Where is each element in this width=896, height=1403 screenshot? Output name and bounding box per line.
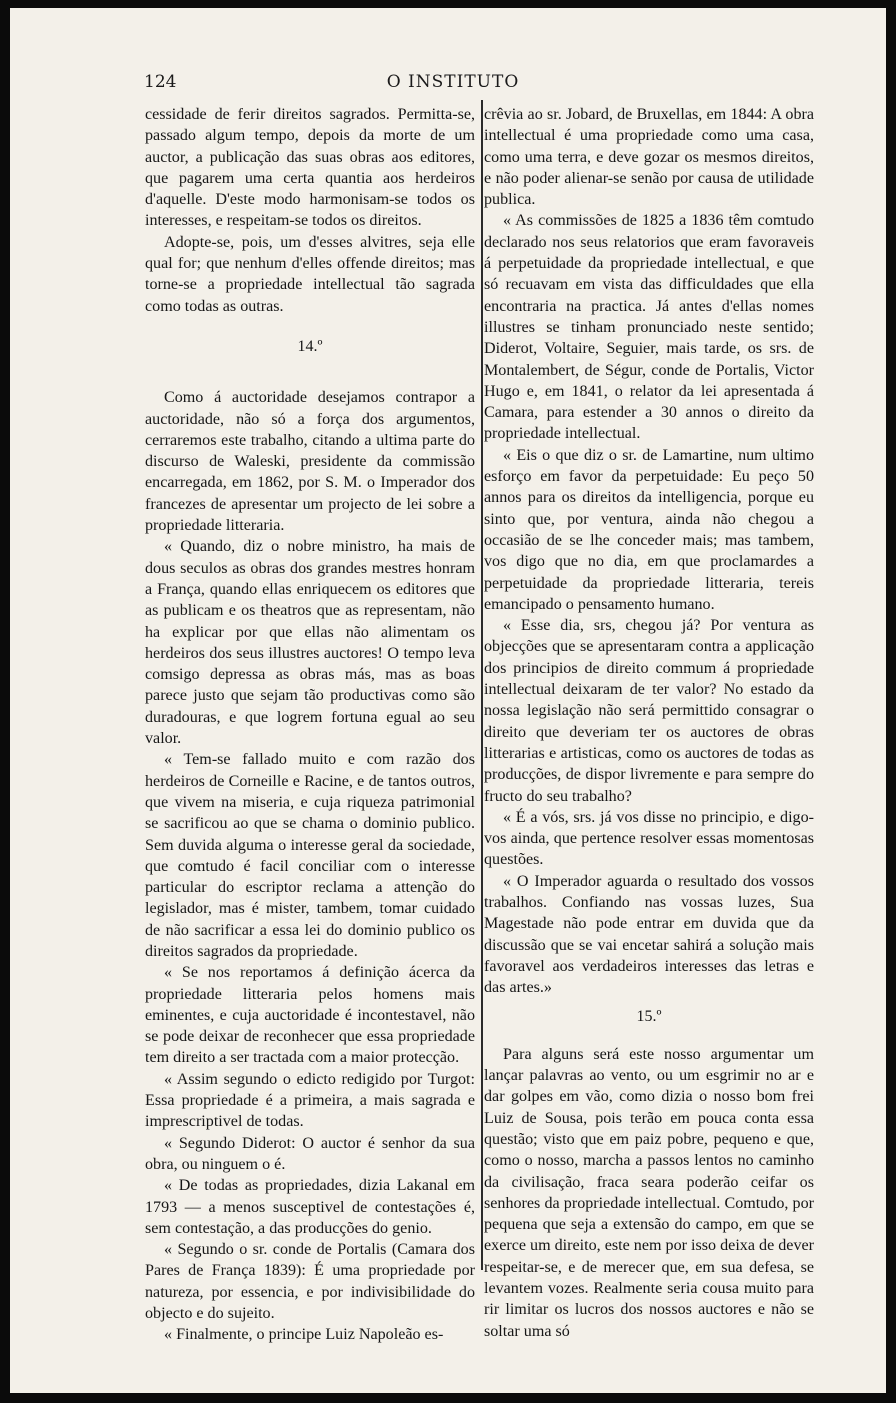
section-heading-15: 15.º [636, 1008, 662, 1026]
quote-paragraph: « Eis o que diz o sr. de Lamartine, num ultimo esforço em favor da perpetuidade: Eu peço 50 annos para os direitos da intelligencia, porque eu sinto que, por ventura, ainda não chegou a occasião de se lhe conceder mais; mas tambem, vos digo que no dia, em que proclamardes a perpetuidade da propriedade litteraria, tereis emancipado o pensamento humano. [484, 446, 814, 613]
running-header [10, 72, 886, 98]
scanned-page [10, 8, 886, 1393]
quote-paragraph: « Finalmente, o principe Luiz Napoleão es- [164, 1326, 444, 1344]
quote-paragraph: « É a vós, srs. já vos disse no principio, e digo-vos ainda, que pertence resolver essas momentosas questões. [484, 808, 814, 869]
paragraph: cessidade de ferir direitos sagrados. Permitta-se, passado algum tempo, depois da morte de um auctor, a publicação das suas obras aos editores, que pagarem uma certa quantia aos herdeiros d'aquelle. D'este modo harmonisam-se todos os interesses, e respeitam-se todos os direitos. [145, 106, 475, 230]
paragraph: Como á auctoridade desejamos contrapor a auctoridade, não só a força dos argumentos, cerraremos este trabalho, citando a ultima parte do discurso de Waleski, presidente da commissão encarregada, em 1862, por S. M. o Imperador dos francezes de apresentar um projecto de lei sobre a propriedade litteraria. [145, 389, 475, 535]
section-heading-14: 14.º [297, 337, 323, 355]
quote-paragraph: « Quando, diz o nobre ministro, ha mais de dous seculos as obras dos grandes mestres honram a França, quando ellas enriquecem os editores que as publicam e os theatros que as representam, não ha explicar por que ellas não alimentam os herdeiros dos seus illustres auctores! O tempo leva comsigo depressa as obras más, mas as boas parece justo que sejam tão productivas como são duradouras, e que logrem fortuna egual ao seu valor. [145, 538, 475, 748]
right-column [484, 104, 814, 1342]
quote-paragraph: « Segundo o sr. conde de Portalis (Camara dos Pares de França 1839): É uma propriedade por natureza, por essencia, e por indivisibilidade do objecto e do sujeito. [145, 1241, 475, 1323]
paragraph: crêvia ao sr. Jobard, de Bruxellas, em 1844: A obra intellectual é uma propriedade como uma casa, como uma terra, e deve gozar os mesmos direitos, e não poder alienar-se senão por causa de utilidade publica. [484, 106, 814, 209]
quote-paragraph: « Se nos reportamos á definição ácerca da propriedade litteraria pelos homens mais eminentes, e cuja auctoridade é incontestavel, não se pode deixar de reconhecer que essa propriedade tem direito a ser tractada com a maior protecção. [145, 964, 475, 1067]
paragraph: Adopte-se, pois, um d'esses alvitres, seja elle qual for; que nenhum d'elles offende direitos; mas torne-se a propriedade intellectual tão sagrada como todas as outras. [145, 233, 475, 315]
page-number: 124 [144, 72, 177, 92]
column-rule [481, 100, 483, 1270]
quote-paragraph: « Assim segundo o edicto redigido por Turgot: Essa propriedade é a primeira, a mais sagrada e imprescriptivel de todas. [145, 1070, 475, 1131]
quote-paragraph: « O Imperador aguarda o resultado dos vossos trabalhos. Confiando nas vossas luzes, Sua Magestade não pode entrar em duvida que da discussão que se vai encetar sahirá a solução mais favoravel aos verdadeiros interesses das letras e das artes.» [484, 872, 814, 997]
quote-paragraph: « Segundo Diderot: O auctor é senhor da sua obra, ou ninguem o é. [145, 1134, 475, 1173]
left-column [145, 104, 475, 1346]
quote-paragraph: « Esse dia, srs, chegou já? Por ventura as objecções que se apresentaram contra a applicação dos principios de direito commum á propriedade intellectual deixaram de ter valor? No estado da nossa legislação não será permittido consagrar o direito que deveriam ter os auctores de obras litterarias e artisticas, como os auctores de todas as producções, de dispor livremente e para sempre do fructo do seu trabalho? [484, 617, 814, 805]
paragraph: Para alguns será este nosso argumentar um lançar palavras ao vento, ou um esgrimir no ar e dar golpes em vão, como dizia o nosso bom frei Luiz de Sousa, pois terão em pouca conta essa questão; visto que em paiz pobre, pequeno e que, como o nosso, marcha a passos lentos no caminho da civilisação, fraca seara poderão ceifar os senhores da propriedade intellectual. Comtudo, por pequena que seja a extensão do campo, em que se exerce um direito, este nem por isso deixa de dever respeitar-se, e de merecer que, em sua defesa, se levantem vozes. Realmente seria cousa muito para rir limitar os lucros dos nossos auctores e não se soltar uma só [484, 1045, 814, 1340]
quote-paragraph: « De todas as propriedades, dizia Lakanal em 1793 — a menos susceptivel de contestações é, sem contestação, a das producções do genio. [145, 1177, 475, 1237]
journal-title: O INSTITUTO [386, 72, 520, 92]
quote-paragraph: « As commissões de 1825 a 1836 têm comtudo declarado nos seus relatorios que eram favoraveis á perpetuidade da propriedade intellectual, e que só recuavam em vista das difficuldades que ella encontraria na practica. Já antes d'ellas nomes illustres se tinham pronunciado neste sentido; Diderot, Voltaire, Seguier, mais tarde, os srs. de Montalembert, de Ségur, conde de Portalis, Victor Hugo e, em 1841, o relator da lei apresentada á Camara, para estender a 30 annos o direito da propriedade intellectual. [484, 212, 814, 443]
quote-paragraph: « Tem-se fallado muito e com razão dos herdeiros de Corneille e Racine, e de tantos outros, que vivem na miseria, e cuja riqueza patrimonial se sacrificou ao que se chama o dominio publico. Sem duvida alguma o interesse geral da sociedade, que comtudo é facil conciliar com o interesse particular do escriptor reclama a attenção do legislador, mas é mister, tambem, tomar cuidado de não sacrificar a essa lei do dominio publico os direitos sagrados da propriedade. [145, 751, 475, 960]
